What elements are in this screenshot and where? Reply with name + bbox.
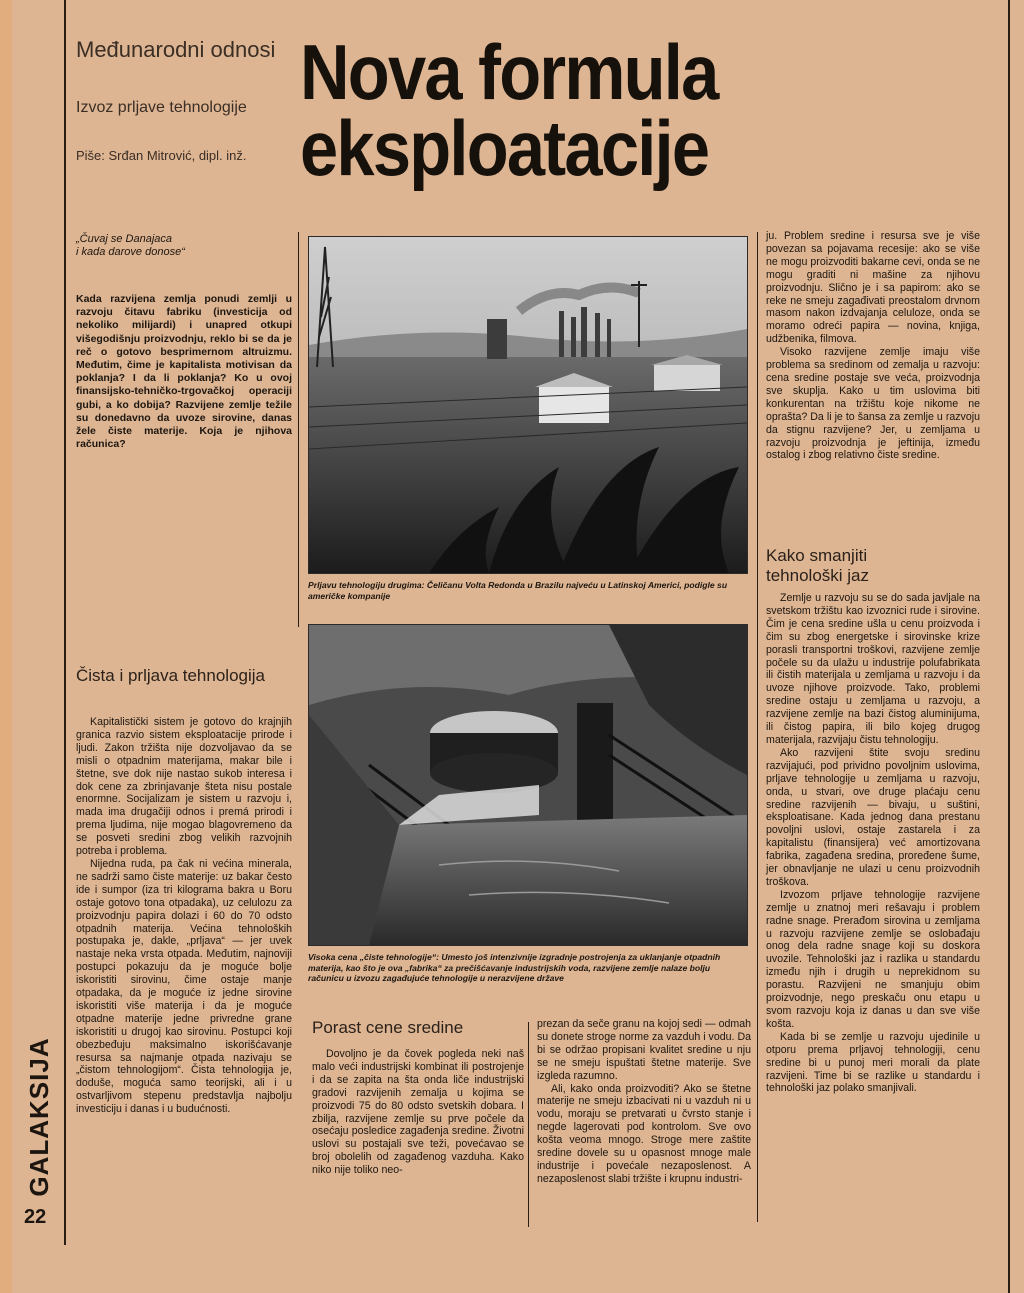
section3-paragraph: Zemlje u razvoju su se do sada javljale na svetskom tržištu kao izvoznici rude i sirovine. Čim je cena sredine ušla u cenu proizvoda i čim su zbog energetske i sirovinske krize porasli transportni troškovi, razvijene zemlje počele su da ulažu u industrije polufabrikata ili čistih materijala u zemljama u razvoju i da uvoze njihove proizvode. Tako, problemi sredine ostaju u zemljama u razvoju, a razvijene zemlje na bazi čistog aluminijuma, ili čistog papira, ili bilo kojeg drugog materijala, razvijaju čistu tehnologiju.	[766, 592, 980, 746]
section2-column-1	[312, 1048, 524, 1177]
section2-paragraph: Ali, kako onda proizvoditi? Ako se štetne materije ne smeju izbacivati ni u vazduh ni u vodu, moraju se pretvarati u čvrsto stanje i negde lagerovati pod kontrolom. Sve ovo košta veoma mnogo. Stroge mere zaštite sredine dovele su u opasnost mnoge male industrije i povećale nezaposlenost. A nezaposlenost slabi tržište i krupnu industri-	[537, 1082, 751, 1185]
section1-heading: Čista i prljava tehnologija	[76, 666, 265, 685]
gutter-rule-top	[298, 232, 299, 627]
gutter-rule-bottom-left	[528, 1022, 529, 1227]
lead-paragraph: Kada razvijena zemlja ponudi zemlji u razvoju čitavu fabriku (investicija od nekoliko milijardi) i unapred otkupi višegodišnju proizvodnju, reklo bi se da je reč o gotovo besprimernom altruizmu. Međutim, čime je kapitalista motivisan da poklanja? I da li poklanja? Ko u ovoj finansijsko-tehničko-trgovačkoj operaciji gubi, a ko dobija? Razvijene zemlje težile su donedavno da uvoze sirovine, danas žele čiste materije. Koja je njihova računica?	[76, 293, 292, 451]
section1-paragraph: Nijedna ruda, pa čak ni većina minerala, ne sadrži samo čiste materije: uz bakar često ide i sumpor (iza tri kilograma bakra u Boru ostaje gotovo tona otpadaka), uz celulozu za proizvodnju papira dolazi i 60 do 70 odsto otpadnih materija. Većina tehnoloških postupaka je, dakle, „prljava“ — jer uvek nastaje neka vrsta otpada. Međutim, najnoviji postupci pokazuju da je moguće bolje iskoristiti sirovinu, čime ostaje manje otpadaka, da je moguće iz jedne sirovine iskoristiti više materija i da je moguće otpadne materije jedne privredne grane iskoristiti u drugoj kao sirovinu. Postupci koji obezbeđuju maksimalno iskorišćavanje resursa sa najmanje otpada nazivaju se „čistom tehnologijom“. Čista tehnologija je, doduše, moguća samo teorijski, ali i u ostvarljivom stepenu predstavlja najbolju investiciju i danas i u budućnosti.	[76, 857, 292, 1116]
section2-paragraph: Dovoljno je da čovek pogleda neki naš malo veći industrijski kombinat ili postrojenje i da se zapita na šta onda liče industrijski gradovi razvijenih zemalja u kojima se proizvodi 75 do 80 odsto svetskih dobara. I zbilja, razvijene zemlje su prve počele da osećaju posledice zagađenja sredine. Životni uslovi su postajali sve teži, povećavao se broj obolelih od zagađenog vazduha. Kako niko nije toliko neo-	[312, 1048, 524, 1177]
water-treatment-caption: Visoka cena „čiste tehnologije“: Umesto još intenzivnije izgradnje postrojenja za uklanjanje otpadnih materija, kao što je ova „fabrika“ za prečišćavanje industrijskih voda, razvijene zemlje nalaze bolju računicu u izvozu zagađujuće tehnologije u nerazvijene države	[308, 952, 721, 984]
headline	[300, 28, 740, 192]
water-treatment-illustration	[309, 625, 747, 945]
epigraph-quote	[76, 233, 276, 259]
right-column-paragraph: Visoko razvijene zemlje imaju više problema sa sredinom od zemalja u razvoju: cena sredine postaje sve veća, proizvodnja sve skuplja. Kako u tim uslovima biti konkurentan na tržištu koje nikome ne oprašta? Da li je to šansa za zemlje u razvoju da stignu razvijene? Jer, u zemljama u razvoju proizvodnja je jeftinija, između ostalog i zbog relativno čiste sredine.	[766, 346, 980, 462]
section2-paragraph: prezan da seče granu na kojoj sedi — odmah su donete stroge norme za vazduh i vodu. Da bi se održao propisani kvalitet sredine u nju se ne smeju ispuštati štetne materije. Sve izgleda razumno.	[537, 1018, 751, 1082]
page-number: 22	[24, 1206, 47, 1228]
gutter-rule-right	[757, 232, 758, 1222]
section2-column-2	[537, 1018, 751, 1186]
section3-paragraph: Ako razvijeni štite svoju sredinu razvijajući, pod prividno povoljnim uslovima, prljave tehnologije u zemljama u razvoju, onda, u stvari, ove druge plaćaju cenu sredine razvijenih — bivaju, u suštini, eksploatisane. Kada jednog dana prestanu povoljni uslovi, ostaje zastarela i za kapitalistu (finansijera) već amortizovana fabrika, zagađena sredina, proređene šume, jer obnavljanje ne ulazi u cenu proizvodnih troškova.	[766, 746, 980, 888]
headline-line-2: eksploatacije	[300, 104, 709, 192]
section3-paragraph: Izvozom prljave tehnologije razvijene zemlje u znatnoj meri rešavaju i problem radne snage. Prerađom sirovina u zemljama u razvoju razvijene zemlje se oslobađaju onog dela radne snage koji su doskora uvozile. Tehnološki jaz i razlika u standardu između njih i drugih u neprekidnom su porastu. Razvijeni ne smanjuju obim proizvodnje, nego preskaču onu etapu u svom razvoju koja iz danas u dan sve više košta.	[766, 888, 980, 1030]
steel-mill-caption: Prljavu tehnologiju drugima: Čeličanu Volta Redonda u Brazilu najveću u Latinskoj Americi, podigle su američke kompanije	[308, 580, 728, 601]
section3-heading: Kako smanjiti tehnološki jaz	[766, 546, 870, 585]
article-subtitle: Izvoz prljave tehnologije	[76, 99, 247, 116]
right-margin-rule	[1008, 0, 1010, 1293]
magazine-name	[20, 1032, 54, 1202]
quote-line-1: „Čuvaj se Danajaca	[76, 233, 172, 245]
section-label: Međunarodni odnosi	[76, 37, 276, 62]
section1-body	[76, 716, 292, 1116]
page-edge-strip	[0, 0, 12, 1293]
section3-paragraph: Kada bi se zemlje u razvoju ujedinile u otporu prema prljavoj tehnologiji, cenu sredine bi u punoj meri morali da plate razvijeni. Time bi se razlike u standardu i tehnološki jaz polako smanjivali.	[766, 1030, 980, 1095]
steel-mill-illustration	[309, 237, 747, 573]
headline-line-1: Nova formula	[300, 28, 718, 116]
section3-body	[766, 592, 980, 1095]
section2-heading: Porast cene sredine	[312, 1018, 464, 1037]
water-treatment-photo	[308, 624, 748, 946]
right-column-intro	[766, 230, 980, 462]
steel-mill-photo	[308, 236, 748, 574]
byline: Piše: Srđan Mitrović, dipl. inž.	[76, 148, 247, 163]
magazine-name-text: GALAKSIJA	[24, 1037, 54, 1197]
quote-line-2: i kada darove donose“	[76, 246, 185, 258]
right-column-paragraph: ju. Problem sredine i resursa sve je više povezan sa pojavama recesije: ako se više ne mogu proizvoditi bakarne cevi, onda se ne mogu graditi ni mašine za njihovu proizvodnju. Slično je i sa papirom: ako se reke ne smeju zagađivati preostalom drvnom masom nakon izdvajanja celuloze, onda se moramo odreći papira — novina, knjiga, udžbenika, filmova.	[766, 230, 980, 346]
section1-paragraph: Kapitalistički sistem je gotovo do krajnjih granica razvio sistem eksploatacije prirode i ljudi. Zakon tržišta nije dozvoljavao da se misli o otpadnim materijama, makar bile i štetne, sve dok nije nastao sukob interesa i dok cene za zbrinjavanje šteta nisu postale enormne. Socijalizam je sistem u razvoju i, mada ima drugačiji odnos i premá prirodi i prema ljudima, nije mogao blagovremeno da se posveti sredini zbog velikih razvojnih potreba i problema.	[76, 716, 292, 858]
left-margin-rule	[64, 0, 66, 1245]
